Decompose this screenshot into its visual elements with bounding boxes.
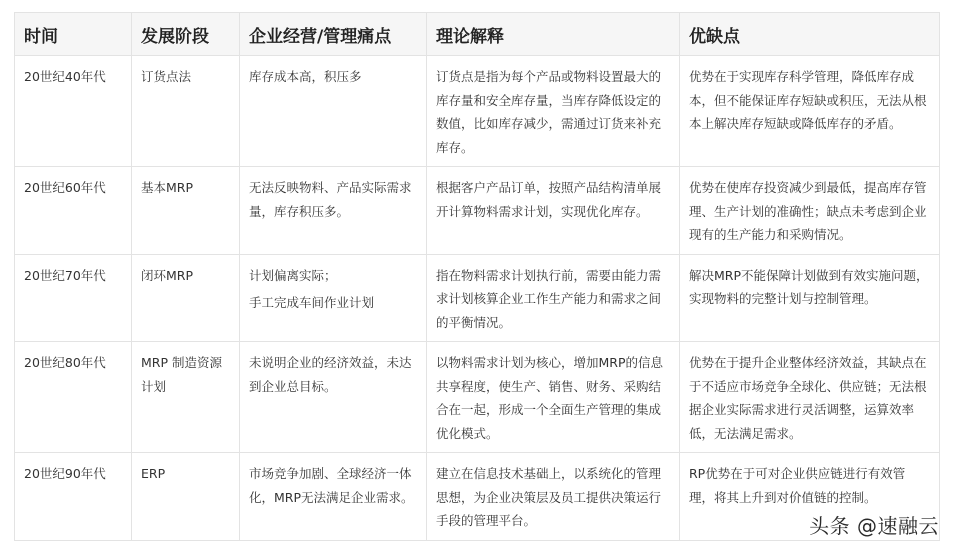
- cell-time: 20世纪90年代: [15, 453, 132, 541]
- table-row: [15, 254, 940, 342]
- cell-pain-points: [240, 342, 427, 453]
- table-header-row: [15, 13, 940, 56]
- pain-point-text: 未说明企业的经济效益，未达到企业总目标。: [249, 355, 412, 394]
- cell-time: 20世纪80年代: [15, 342, 132, 453]
- pain-point-text: 无法反映物料、产品实际需求量，库存积压多。: [249, 180, 412, 219]
- cell-stage: 闭环MRP: [132, 254, 240, 342]
- cell-pain-points: [240, 453, 427, 541]
- cell-pros-cons: 优势在于实现库存科学管理，降低库存成本，但不能保证库存短缺或积压，无法从根本上解决库存短缺或降低库存的矛盾。: [680, 56, 940, 167]
- cell-pros-cons: 解决MRP不能保障计划做到有效实施问题，实现物料的完整计划与控制管理。: [680, 254, 940, 342]
- cell-theory: 订货点是指为每个产品或物料设置最大的库存量和安全库存量，当库存降低设定的数值，比如库存减少，需通过订货来补充库存。: [427, 56, 680, 167]
- cell-theory: 建立在信息技术基础上，以系统化的管理思想，为企业决策层及员工提供决策运行手段的管理平台。: [427, 453, 680, 541]
- watermark: 头条 @速融云: [809, 514, 939, 538]
- table-row: [15, 56, 940, 167]
- cell-theory: 根据客户产品订单，按照产品结构清单展开计算物料需求计划，实现优化库存。: [427, 167, 680, 255]
- header-pain-points: 企业经营/管理痛点: [240, 13, 427, 56]
- table-row: [15, 453, 940, 541]
- document-area: [14, 12, 939, 541]
- pain-point-text: 库存成本高，积压多: [249, 69, 362, 84]
- header-pros-cons: 优缺点: [680, 13, 940, 56]
- table-row: [15, 342, 940, 453]
- pain-point-text: 市场竞争加剧、全球经济一体化，MRP无法满足企业需求。: [249, 466, 414, 505]
- cell-time: 20世纪70年代: [15, 254, 132, 342]
- cell-pros-cons: RP优势在于可对企业供应链进行有效管理，将其上升到对价值链的控制。: [680, 453, 940, 541]
- cell-stage: 基本MRP: [132, 167, 240, 255]
- cell-time: 20世纪60年代: [15, 167, 132, 255]
- header-theory: 理论解释: [427, 13, 680, 56]
- cell-stage: MRP 制造资源计划: [132, 342, 240, 453]
- header-time: 时间: [15, 13, 132, 56]
- cell-theory: 指在物料需求计划执行前，需要由能力需求计划核算企业工作生产能力和需求之间的平衡情况。: [427, 254, 680, 342]
- cell-pain-points: [240, 167, 427, 255]
- cell-theory: 以物料需求计划为核心，增加MRP的信息共享程度，使生产、销售、财务、采购结合在一起，形成一个全面生产管理的集成优化模式。: [427, 342, 680, 453]
- cell-time: 20世纪40年代: [15, 56, 132, 167]
- cell-pros-cons: 优势在于提升企业整体经济效益，其缺点在于不适应市场竞争全球化、供应链；无法根据企业实际需求进行灵活调整，运算效率低，无法满足需求。: [680, 342, 940, 453]
- erp-history-table: [14, 12, 940, 541]
- pain-point-text: 计划偏离实际；: [249, 267, 337, 283]
- cell-pros-cons: 优势在使库存投资减少到最低，提高库存管理、生产计划的准确性；缺点未考虑到企业现有的生产能力和采购情况。: [680, 167, 940, 255]
- pain-point-text: 手工完成车间作业计划: [249, 295, 375, 310]
- cell-pain-points: [240, 254, 427, 342]
- cell-stage: ERP: [132, 453, 240, 541]
- cell-stage: 订货点法: [132, 56, 240, 167]
- table-row: [15, 167, 940, 255]
- cell-pain-points: [240, 56, 427, 167]
- header-stage: 发展阶段: [132, 13, 240, 56]
